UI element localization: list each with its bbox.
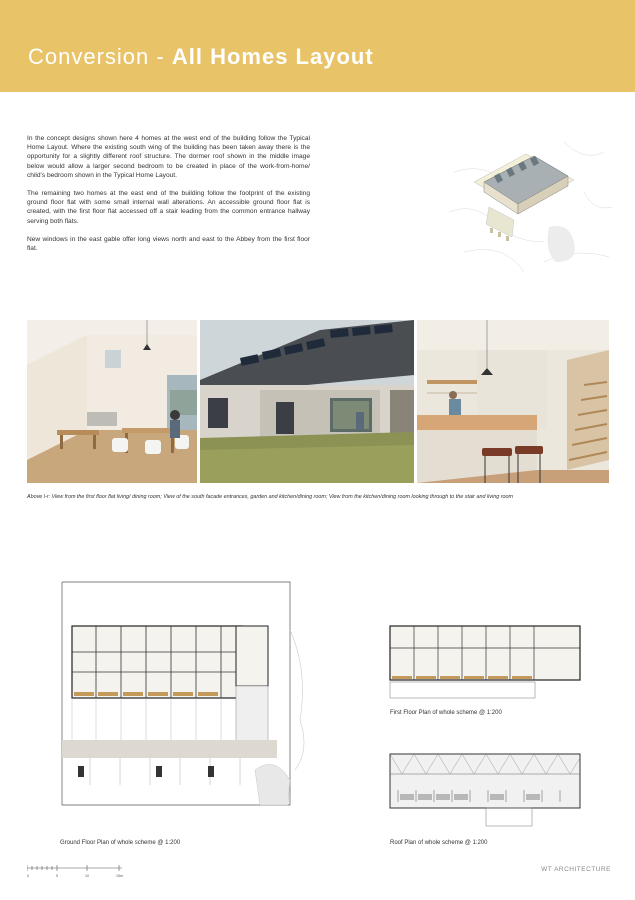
scale-bar <box>27 862 127 878</box>
ground-floor-plan-label: Ground Floor Plan of whole scheme @ 1:200 <box>60 840 181 846</box>
header-banner <box>0 0 635 92</box>
photo-kitchen-dining <box>417 320 609 483</box>
footer-brand: WT ARCHITECTURE <box>541 866 611 873</box>
scale-tick-label: 15m <box>116 874 123 878</box>
page-title-prefix: Conversion - <box>28 44 172 69</box>
photo-first-floor-living <box>27 320 197 483</box>
intro-paragraph: In the concept designs shown here 4 homes at the west end of the building follow the Typical Home Layout. Where the existing south wing of the building has been taken away there is the opportunity for a slightly different roof structure. The dormer roof shown in the middle image below would allow a larger second bedroom to be created in place of the work-from-home/ child's bedroom shown in the Typical Home Layout. <box>27 135 310 179</box>
intro-paragraph: The remaining two homes at the east end of the building follow the footprint of the existing ground floor flat with some small internal wall alterations. An accessible ground floor flat is created, with the first floor flat accessed off a stair leading from the common entrance hallway serving both flats. <box>27 190 310 225</box>
intro-paragraph: New windows in the east gable offer long views north and east to the Abbey from the first floor flat. <box>27 235 310 253</box>
first-floor-plan-label: First Floor Plan of whole scheme @ 1:200 <box>390 710 502 716</box>
ground-floor-plan <box>60 580 310 810</box>
roof-plan-label: Roof Plan of whole scheme @ 1:200 <box>390 840 488 846</box>
photo-caption: Above l-r: View from the first floor flat living/ dining room; View of the south facade entrances, garden and kitchen/dining room; View from the kitchen/dining room looking through to the stair and living room <box>27 494 514 500</box>
first-floor-plan <box>386 620 584 700</box>
scale-tick-label: 5 <box>56 874 58 878</box>
roof-plan <box>386 750 584 830</box>
page-title-main: All Homes Layout <box>171 44 374 69</box>
scale-tick-label: 0 <box>27 874 29 878</box>
intro-text <box>27 134 310 262</box>
site-axonometric-image <box>444 132 614 282</box>
page-title <box>28 44 374 70</box>
photo-south-facade <box>200 320 414 483</box>
scale-tick-label: 10 <box>85 874 89 878</box>
